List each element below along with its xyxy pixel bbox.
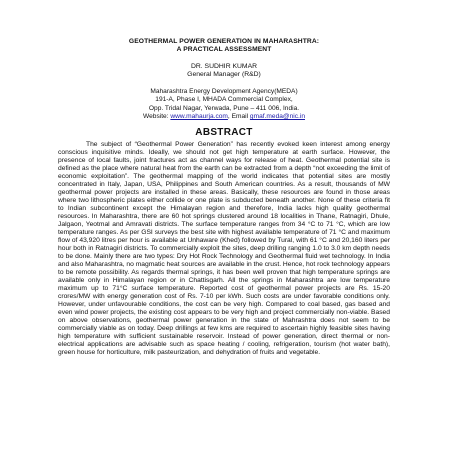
author-name: DR. SUDHIR KUMAR — [190, 62, 258, 70]
abstract-body — [58, 141, 390, 357]
website-link[interactable]: www.mahaurja.com — [170, 113, 228, 120]
affiliation-address-1: 191-A, Phase I, MHADA Commercial Complex, — [155, 96, 293, 104]
affiliation-contact — [58, 113, 390, 121]
website-label: Website: — [143, 113, 169, 120]
affiliation-block — [58, 88, 390, 122]
email-link[interactable]: gmaf.meda@nic.in — [249, 113, 305, 120]
abstract-heading: ABSTRACT — [195, 127, 253, 139]
paper-title-line-2: A PRACTICAL ASSESSMENT — [176, 46, 272, 54]
author-role: General Manager (R&D) — [187, 71, 261, 79]
author-block — [58, 63, 390, 80]
paper-title — [58, 38, 390, 55]
affiliation-address-2: Opp. Tridal Nagar, Yerwada, Pune – 411 006, India. — [148, 104, 300, 112]
affiliation-org: Maharashtra Energy Development Agency(MEDA) — [150, 87, 298, 95]
paper-title-line-1: GEOTHERMAL POWER GENERATION IN MAHARASHTRA: — [128, 38, 320, 45]
abstract-paragraph: The subject of “Geothermal Power Generation” has recently evoked keen interest among energy conscious inquisitive minds. Ideally, we should not get high temperature at earth surface. However, the presence of local faults, joint fractures act as channel ways for release of heat. Geothermal potential site is defined as the place where natural heat from the earth can be extracted from a depth “not exceeding the limit of economic exploitation”. The geothermal mapping of the world indicates that potential sites are mostly concentrated in Italy, Japan, USA, Philippines and South American countries. As a result, thousands of MW geothermal power projects are installed in these areas. Basically, these resources are found in those areas where two lithospheric plates either collide or one plate is subducted beneath another. None of these criteria fit to Indian subcontinent except the Himalayan region and therefore, India lacks high quality geothermal resources. In Maharashtra, there are 60 hot springs clustered around 18 localities in Thane, Ratnagiri, Dhule, Jalgaon, Yeotmal and Amravati districts. The surface temperature ranges from 34 °C to 71 °C, which are low temperature ranges. As per GSI surveys the best site with highest available temperature of 71 °C and maximum flow of 43,920 litres per hour is available at Unhaware (Khed) followed by Tural, with 61 °C and 20,160 liters per hour both in Ratnagiri districts. To commercially exploit the sites, deep drilling ranging 1.0 to 3.0 km depth needs to be done. Mainly there are two types: Dry Hot Rock Technology and Geothermal fluid wet technology. In India and also Maharashtra, no magmatic heat sources are available in the crust. Hence, hot rock technology appears to be remote possibility. As regards thermal springs, it has been well proven that high temperature springs are available only in Himalayan region or in Chattisgarh. All the springs in Maharashtra are low temperature maximum up to 71°C surface temperature. Reported cost of geothermal power projects are Rs. 15-20 crores/MW with energy generation cost of Rs. 7-10 per kWh. Such costs are under favorable conditions only. However, under unfavourable conditions, the cost can be very high. Compared to coal based, gas based and even wind power projects, the existing cost appears to be very high and project commercially non-viable. Based on above observations, geothermal power generation in the state of Mahrashtra does not seem to be commercially viable as on today. Deep drillings at few kms are required to ascertain highly feasible sites having high temperature with sufficient sustainable reservoir. Instead of power generation, direct thermal or non-electrical applications are advisable such as space heating / cooling, refrigeration, tourism (hot water bath), green house for horticulture, milk pasteurization, and dehydration of fruits and vegetable. — [58, 141, 390, 357]
email-label: , Email — [227, 113, 249, 120]
